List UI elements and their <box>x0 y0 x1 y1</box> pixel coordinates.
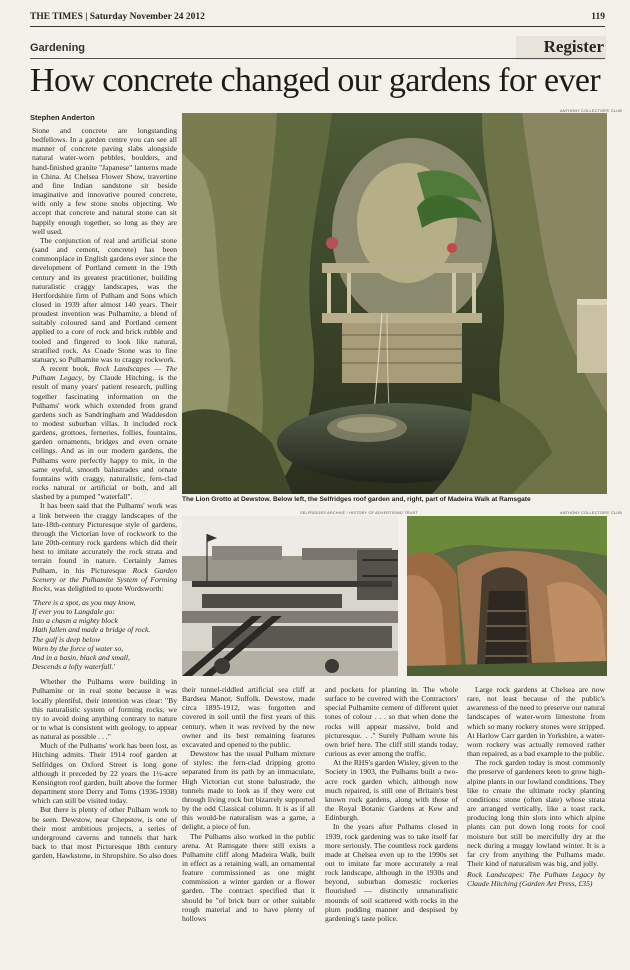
wordsworth-quote: 'There is a spot, as you may know, If ever you to Langdale go: Into a chasm a mighty block Hath fallen and made a bridge of rock. The gulf is deep below Worn by the force of water so, And in a basin, black and small, Descends a lofty waterfall.' <box>32 597 151 672</box>
grotto-illustration <box>182 113 607 494</box>
selfridges-roof-garden-photo <box>182 516 398 676</box>
article-column-2 <box>182 685 315 923</box>
issue-date: Saturday November 24 2012 <box>89 12 205 22</box>
paragraph: The Pulhams also worked in the public arena. At Ramsgate there still exists a Pulhamite cliff along Madeira Walk, built in effect as a retaining wall, an ornamental feature commissioned as one might commission a winter garden or a flower garden. The contract specified that it should be "of brick burr or other suitable rough material and to have plenty of hollows <box>182 831 315 923</box>
madeira-walk-illustration <box>407 516 607 676</box>
paragraph: But there is plenty of other Pulham work to be seen. Dewstow, near Chepstow, is one of their most ambitious projects, a series of underground caverns and tunnels that hark back to that most Picturesque 18th century garden, Hawkstone, in Shropshire. So also does <box>32 805 177 861</box>
register-label: Register <box>543 37 604 56</box>
book-title: Rock Landscapes: The Pulham Legacy <box>467 870 594 880</box>
lion-grotto-photo <box>182 113 607 494</box>
paragraph: The conjunction of real and artificial stone (sand and cement, concrete) has been commonplace in English gardens ever since the development of Portland cement in the 19th century and its greatest practitioner, building naturalistic craggy landscapes, was the Hertfordshire firm of Pulham and Sons which closed in 1939 after almost 140 years. Their proudest invention was Pulhamite, a blend of suitably coloured sand and Portland cement applied to a core of rock and brick rubble and tooled and fingered to look like natural, stratified rock. As Coade Stone was to fine statuary, so Pulhamite was to craggy rockwork. <box>32 235 177 364</box>
section-label: Gardening <box>30 42 86 54</box>
paragraph: Stone and concrete are longstanding bedfellows. In a garden centre you can see all manner of concrete paving slabs alongside natural water-worn pebbles, boulders, and hand-finished granite "Japanese" lanterns made in China. At Chelsea Flower Show, travertine and fine Indian sandstone sit beside imaginative and innovative poured concrete, with only a few stone snobs objecting. We accept that concrete and natural stone can sit happily enough together, so long as they are well used. <box>32 126 177 236</box>
paragraph: A recent book, Rock Landscapes — The Pulham Legacy, by Claude Hitching, is the result of many years' patient research, pulling together fascinating information on the Pulhams' work which extended from grand gardens such as Sandringham and Waddesdon to modest suburban villas. It included rock gardens, grottoes, ferneries, follies, fountains, garden ornaments, bridges and even ornate ceilings. And as in our modern gardens, the Pulhams were perfectly happy to mix, in the same eyeful, smooth balustrades and ornate fountains with craggy, naturalistic, fern-clad rocks natural or artificial or both, and all slashed by a pumped "waterfall". <box>32 364 177 502</box>
article-column-1 <box>32 126 177 860</box>
paragraph: Large rock gardens at Chelsea are now rare, not least because of the public's awareness of the need to preserve our natural landscapes of water-worn limestone from which so many rockery stones were stripped. At Harlow Carr garden in Yorkshire, a water-worn rockery was actually removed rather than repaired, as a bad example to the public. <box>467 685 605 759</box>
paragraph: In the years after Pulhams closed in 1939, rock gardening was to take itself far more seriously. The countless rock gardens made at Chelsea even up to the 1990s set out to imitate far more accurately a real rock landscape, although in the 1930s and beyond, suburban domestic rockeries flourished — distinctly unnaturalistic mounds of soil scattered with rocks in the plum pudding manner and despised by gardening's taste police. <box>325 822 458 923</box>
paragraph: Whether the Pulhams were building in Pulhamite or in real stone because it was locally plentiful, their intention was clear: "By this naturalistic system of forming rocks, we try to avoid doing anything contrary to nature or to what is consistent with geology, to appear as natural as possible . . ." <box>32 677 177 742</box>
paragraph: Much of the Pulhams' work has been lost, as Hitching admits. Their 1914 roof garden at Selfridges on Oxford Street is long gone although it preceded by 22 years the 1½-acre Kensington roof garden, built above the former department store Derry and Toms (1936-1938) which can still be visited today. <box>32 741 177 806</box>
article-column-4 <box>467 685 605 888</box>
book-info <box>467 870 605 888</box>
masthead-left: THE TIMES | Saturday November 24 2012 <box>30 12 205 22</box>
byline: Stephen Anderton <box>30 113 95 122</box>
paragraph: At the RHS's garden Wisley, given to the Society in 1903, the Pulhams built a two-acre rock garden which, although now much repaired, is still one of Britain's best known rock gardens, along with those of the Royal Botanic Gardens at Kew and Edinburgh. <box>325 758 458 823</box>
roof-garden-illustration <box>182 516 398 676</box>
book-details: by Claude Hitching (Garden Art Press, £35) <box>467 870 605 889</box>
madeira-walk-photo <box>407 516 607 676</box>
header-rule <box>30 58 605 59</box>
paragraph: It has been said that the Pulhams' work was a link between the craggy landscapes of the late-18th-century Picturesque style of gardens, through the Victorian love of rockwork to the late 20th-century rock gardens which did their best to imitate accurately the rock strata and terrain found in nature. Certainly James Pulham, in his Picturesque Rock Garden Scenery or the Pulhamite System of Forming Rocks, was delighted to quote Wordsworth: <box>32 501 177 593</box>
photo-credit: ANTHONY COLLECTORS' CLUB <box>560 109 622 113</box>
paragraph: Dewstow has the usual Pulham mixture of styles: the fern-clad dripping grotto separated from its path by an immaculate, High Victorian cut stone balustrade, the tunnels made to look as if they were cut through living rock but bizarrely supported by the odd Classical column. It is as if all this would-be naturalism was a game, a delight, a piece of fun. <box>182 749 315 832</box>
photo-caption: The Lion Grotto at Dewstow. Below left, the Selfridges roof garden and, right, part of Madeira Walk at Ramsgate <box>182 496 531 503</box>
paper-name: THE TIMES <box>30 12 83 22</box>
book-title: Rock Landscapes — The Pulham Legacy <box>32 364 177 383</box>
photo-credit: SELFRIDGES ARCHIVE / HISTORY OF ADVERTISING TRUST <box>300 511 418 515</box>
photo-credit: ANTHONY COLLECTORS' CLUB <box>560 511 622 515</box>
register-banner <box>516 36 606 60</box>
article-column-3 <box>325 685 458 923</box>
paragraph: The rock garden today is most commonly the preserve of gardeners keen to grow high-alpine plants in our lowland conditions. They like to create the ultimate rocky planting conditions: stone (often slate) whose strata are arranged vertically, like a toast rack, producing long thin slots into which alpine plants can put down long roots for cool moisture but still be mercifully dry at the neck during a muggy lowland winter. It is a far cry from anything the Pulhams made. Their kind of naturalism was big, and jolly. <box>467 758 605 868</box>
book-title: Rock Garden Scenery or the Pulhamite System of Forming Rocks <box>32 565 177 593</box>
masthead <box>30 12 605 27</box>
paragraph: and pockets for planting in. The whole surface to be covered with the Contractors' special Pulhamite cement of different quiet tones of colour . . . so that when done the rocks will appear massive, bold and picturesque. . ." Surely Pulham wrote his own brief here. The cliff still stands today, curious as ever among the traffic. <box>325 685 458 759</box>
paragraph: their tunnel-riddled artificial sea cliff at Bardsea Manor, Suffolk. Dewstow, made circa 1895-1912, was forgotten and covered in soil until the first years of this century, when it was revived by the new owner and its best remaining features excavated and opened to the public. <box>182 685 315 749</box>
headline: How concrete changed our gardens for ever <box>30 62 601 99</box>
page-number: 119 <box>591 12 605 22</box>
